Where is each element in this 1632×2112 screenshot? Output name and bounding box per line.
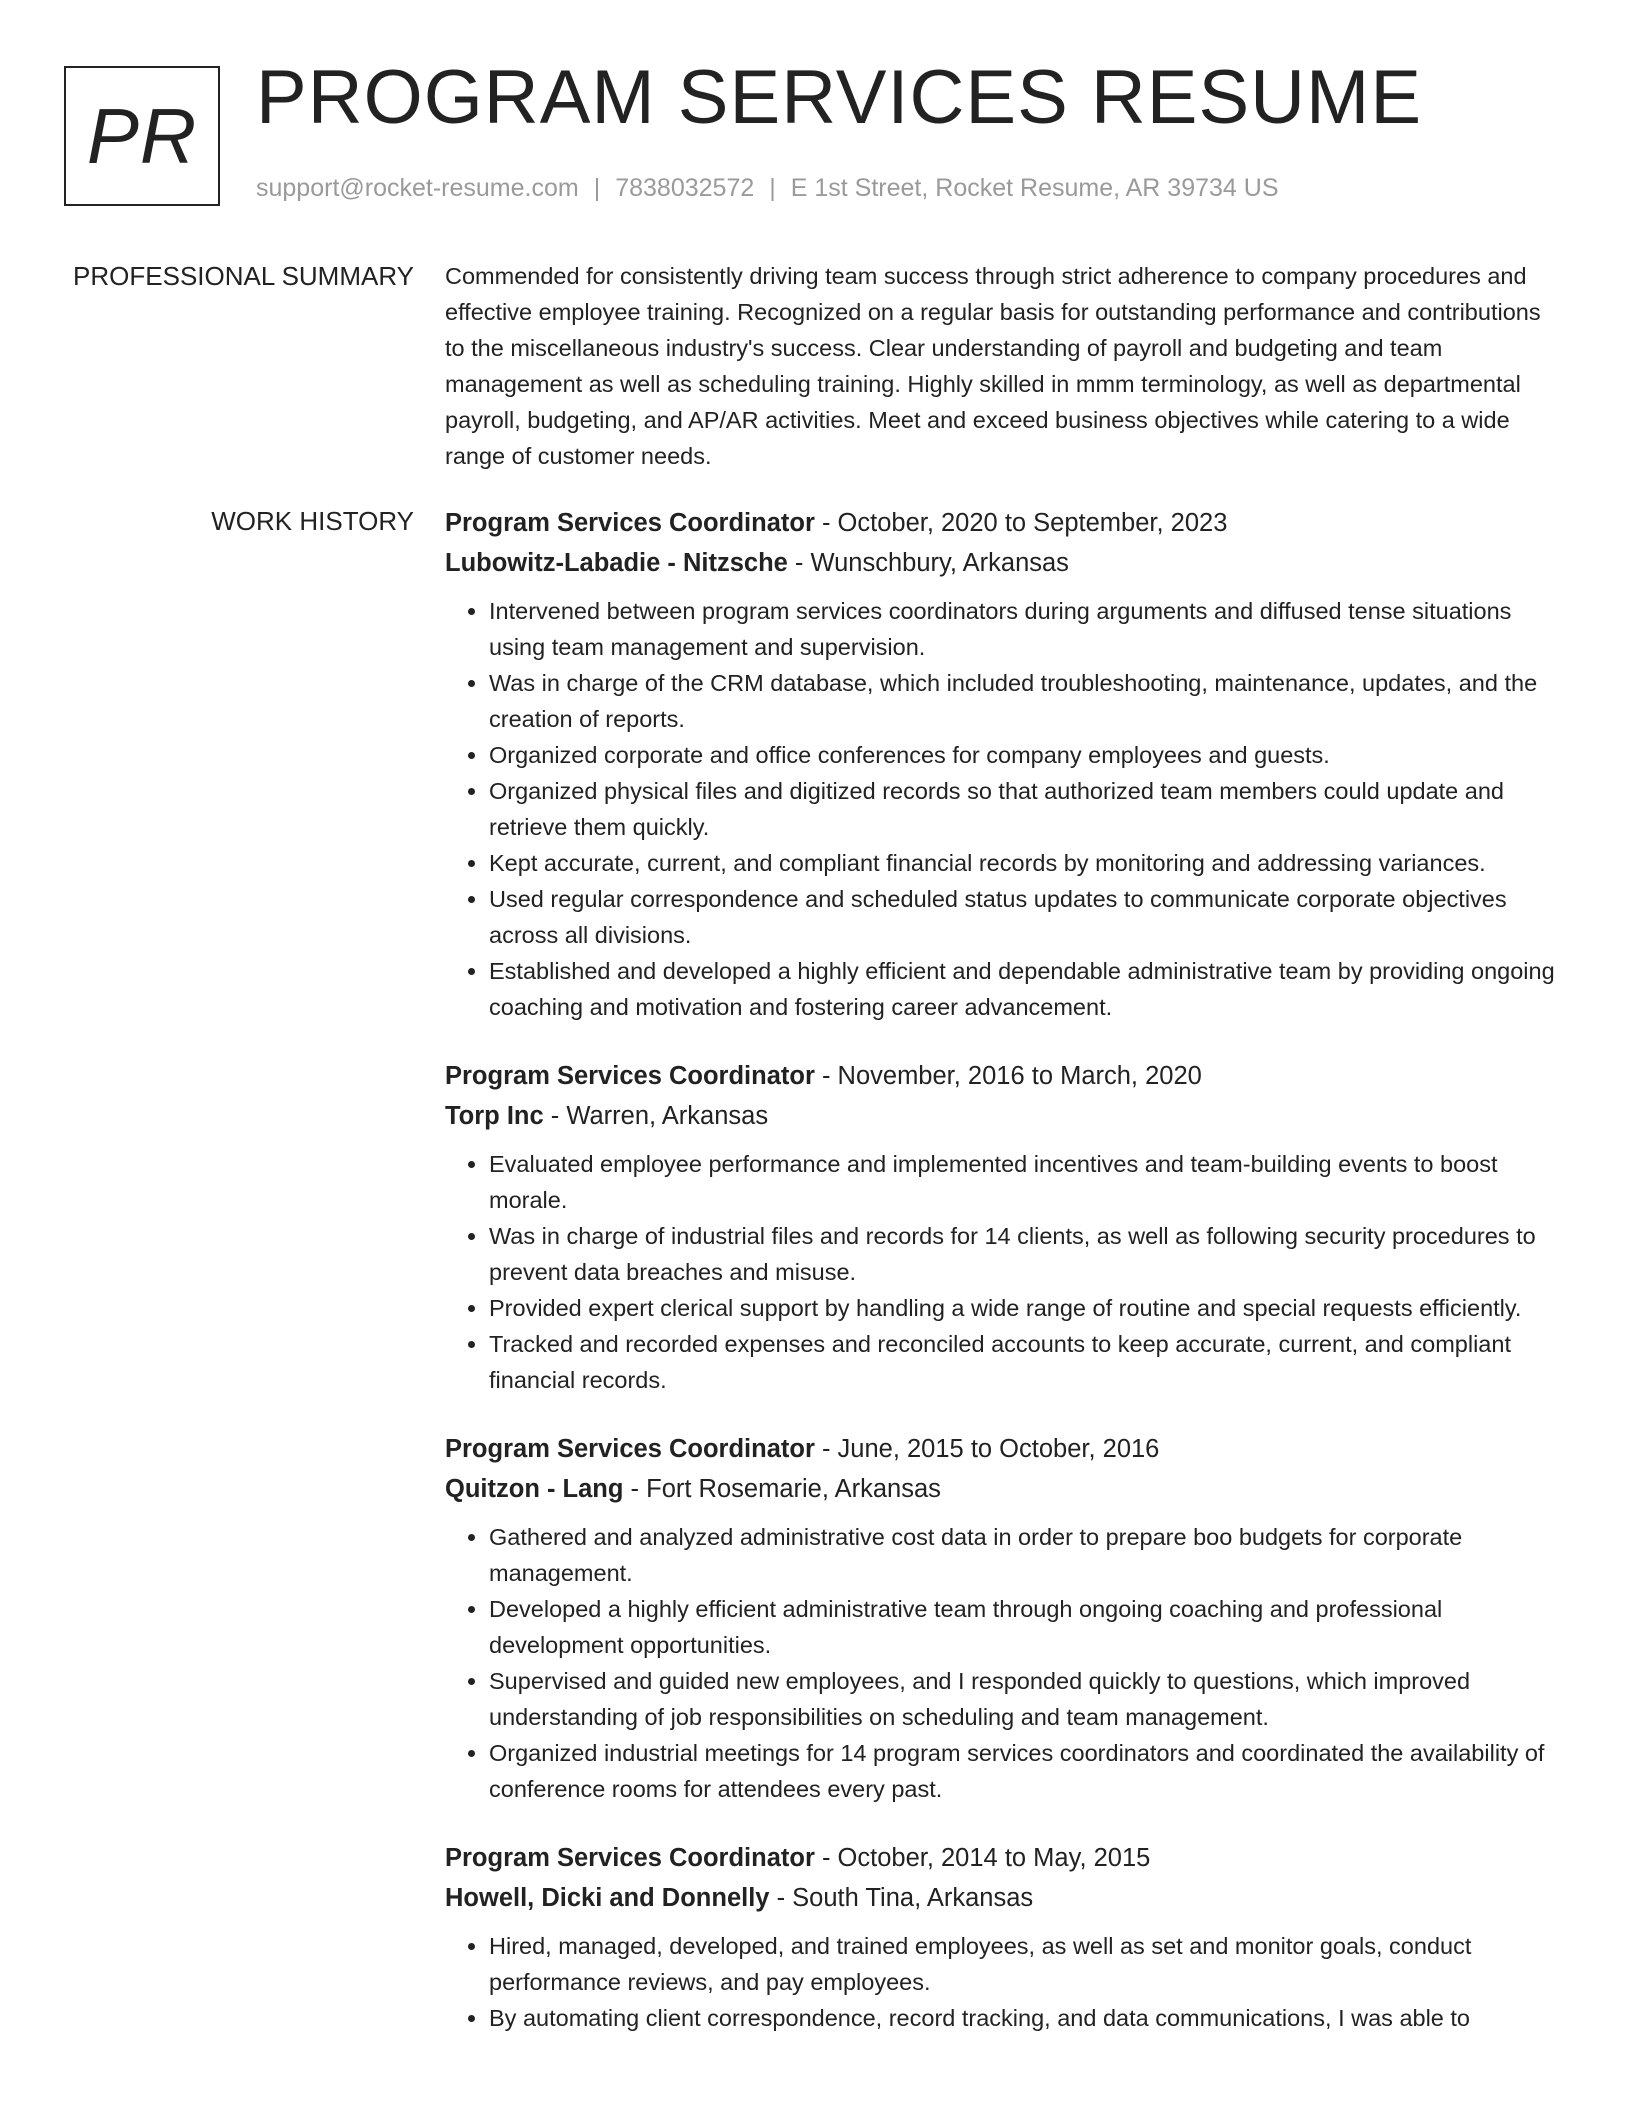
job-title-line [445,503,1565,543]
job-bullet: • Organized industrial meetings for 14 program services coordinators and coordinated the availability of conference rooms for attendees every past. [489,1735,1565,1807]
job-company-line [445,1878,1565,1918]
job-company-line [445,1096,1565,1136]
summary-body [445,258,1565,474]
resume-title: PROGRAM SERVICES RESUME [256,55,1423,140]
job-bullet: • Organized corporate and office conferences for company employees and guests. [489,737,1565,773]
job-bullet: • Was in charge of industrial files and records for 14 clients, as well as following security procedures to prevent data breaches and misuse. [489,1218,1565,1290]
job-location: - Wunschbury, Arkansas [787,549,1069,577]
job-company: Lubowitz-Labadie - Nitzsche [445,549,788,577]
job-bullets [445,593,1565,1025]
job-bullet: • By automating client correspondence, record tracking, and data communications, I was able to [489,2000,1565,2036]
job-location: - Warren, Arkansas [543,1102,769,1130]
job-company-line [445,543,1565,583]
contact-phone[interactable]: 7838032572 [615,174,755,202]
job-bullet: • Provided expert clerical support by handling a wide range of routine and special requests efficiently. [489,1290,1565,1326]
job-bullet: • Gathered and analyzed administrative cost data in order to prepare boo budgets for corporate management. [489,1519,1565,1591]
job-bullet: • Used regular correspondence and scheduled status updates to communicate corporate objectives across all divisions. [489,881,1565,953]
job-bullet: • Kept accurate, current, and compliant financial records by monitoring and addressing variances. [489,845,1565,881]
job-location: - Fort Rosemarie, Arkansas [623,1475,941,1503]
job-company: Torp Inc [445,1102,544,1130]
job-bullet: • Established and developed a highly efficient and dependable administrative team by providing ongoing coaching and motivation and fostering career advancement. [489,953,1565,1025]
job-title-line [445,1056,1565,1096]
job-bullet: • Was in charge of the CRM database, which included troubleshooting, maintenance, updates, and the creation of reports. [489,665,1565,737]
work-history-body [445,503,1565,2067]
job-entry [445,1838,1565,2036]
contact-separator: | [769,174,776,202]
job-company-line [445,1469,1565,1509]
job-bullet: • Evaluated employee performance and implemented incentives and team-building events to boost morale. [489,1146,1565,1218]
job-dates: - October, 2014 to May, 2015 [814,1844,1151,1872]
job-bullet: • Intervened between program services coordinators during arguments and diffused tense situations using team management and supervision. [489,593,1565,665]
job-bullet: • Organized physical files and digitized records so that authorized team members could update and retrieve them quickly. [489,773,1565,845]
job-title: Program Services Coordinator [445,509,815,537]
work-history-heading: WORK HISTORY [211,506,414,536]
job-bullets [445,1928,1565,2036]
job-title: Program Services Coordinator [445,1844,815,1872]
job-title-line [445,1429,1565,1469]
job-bullet: • Supervised and guided new employees, and I responded quickly to questions, which improved understanding of job responsibilities on scheduling and team management. [489,1663,1565,1735]
job-bullets [445,1519,1565,1807]
job-dates: - November, 2016 to March, 2020 [814,1062,1202,1090]
contact-line [256,174,1279,203]
job-dates: - October, 2020 to September, 2023 [814,509,1228,537]
job-entry [445,503,1565,1025]
monogram-logo: PR [64,66,220,206]
job-bullets [445,1146,1565,1398]
contact-address: E 1st Street, Rocket Resume, AR 39734 US [790,174,1279,202]
job-entry [445,1056,1565,1398]
summary-heading: PROFESSIONAL SUMMARY [73,261,414,291]
job-company: Howell, Dicki and Donnelly [445,1884,770,1912]
job-company: Quitzon - Lang [445,1475,624,1503]
job-title: Program Services Coordinator [445,1435,815,1463]
job-location: - South Tina, Arkansas [769,1884,1034,1912]
contact-email[interactable]: support@rocket-resume.com [256,174,579,202]
summary-text: Commended for consistently driving team success through strict adherence to company procedures and effective employee training. Recognized on a regular basis for outstanding performance and contributions to the miscellaneous industry's success. Clear understanding of payroll and budgeting and team management as well as scheduling training. Highly skilled in mmm terminology, as well as departmental payroll, budgeting, and AP/AR activities. Meet and exceed business objectives while catering to a wide range of customer needs. [445,263,1541,469]
job-entry [445,1429,1565,1807]
job-title: Program Services Coordinator [445,1062,815,1090]
job-bullet: • Developed a highly efficient administrative team through ongoing coaching and professional development opportunities. [489,1591,1565,1663]
job-bullet: • Hired, managed, developed, and trained employees, as well as set and monitor goals, conduct performance reviews, and pay employees. [489,1928,1565,2000]
job-dates: - June, 2015 to October, 2016 [814,1435,1160,1463]
job-bullet: • Tracked and recorded expenses and reconciled accounts to keep accurate, current, and compliant financial records. [489,1326,1565,1398]
contact-separator: | [593,174,601,202]
job-title-line [445,1838,1565,1878]
